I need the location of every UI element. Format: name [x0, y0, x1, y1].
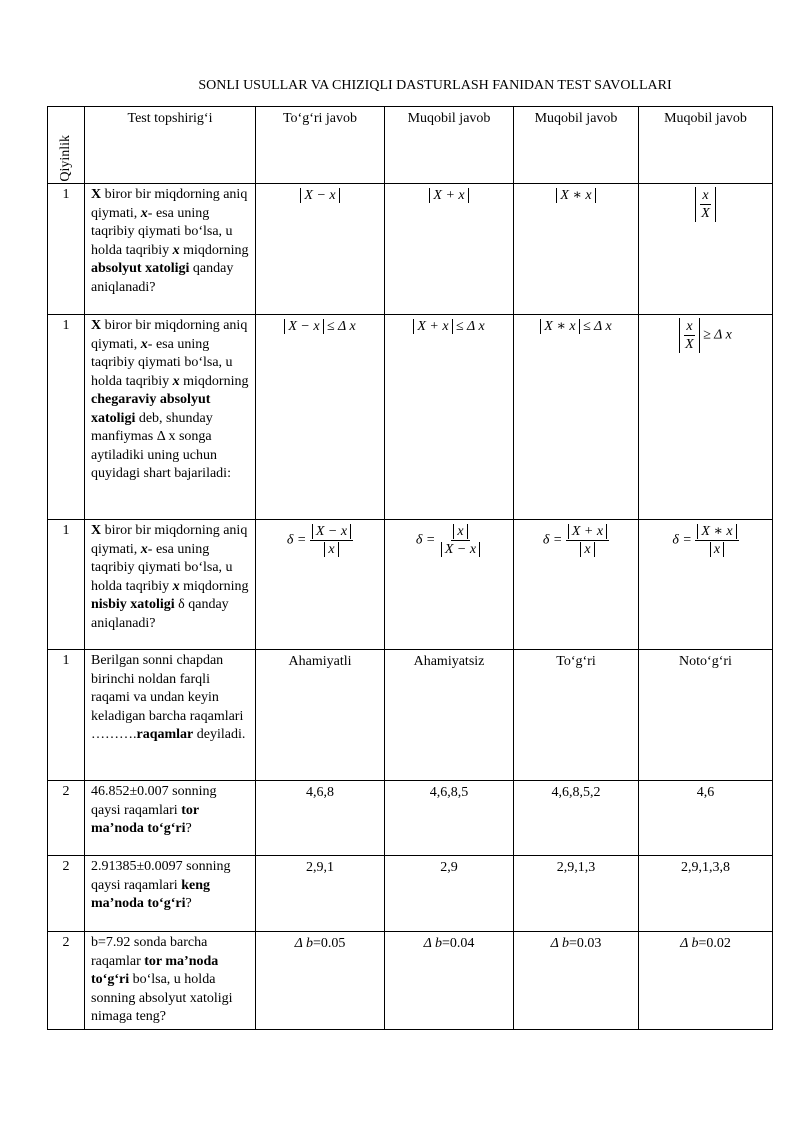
answer-alt-1: X + x [385, 184, 514, 315]
answer-correct: X − x [256, 184, 385, 315]
answer-correct: δ = $\frac{X - x}{x}$ [256, 520, 385, 650]
question-cell: 2.91385±0.0097 sonning qaysi raqamlari keng ma’noda to‘g‘ri? [85, 856, 256, 932]
answer-alt-3: $\frac{x}{X}$ ≥ Δ x [639, 315, 773, 520]
question-cell: X biror bir miqdorning aniq qiymati, x- esa uning taqribiy qiymati bo‘lsa, u holda taqribiy x miqdorning chegaraviy absolyut xatoligi deb, shunday manfiymas Δ x songa aytiladiki uning uchun quyidagi shart bajariladi: [85, 315, 256, 520]
answer-alt-2: 4,6,8,5,2 [514, 781, 639, 856]
answer-alt-2: δ = $\frac{X + x}{x}$ [514, 520, 639, 650]
difficulty-cell: 2 [48, 781, 85, 856]
table-row [48, 520, 773, 650]
header-correct: To‘g‘ri javob [256, 107, 385, 184]
difficulty-cell: 1 [48, 315, 85, 520]
answer-alt-3: δ = $\frac{X ∗ x}{x}$ [639, 520, 773, 650]
answer-alt-2: X ∗ x [514, 184, 639, 315]
answer-alt-1: 4,6,8,5 [385, 781, 514, 856]
difficulty-cell: 1 [48, 184, 85, 315]
difficulty-cell: 2 [48, 856, 85, 932]
question-cell: X biror bir miqdorning aniq qiymati, x- esa uning taqribiy qiymati bo‘lsa, u holda taqribiy x miqdorning absolyut xatoligi qanday aniqlanadi? [85, 184, 256, 315]
header-alt-3: Muqobil javob [639, 107, 773, 184]
header-task: Test topshirig‘i [85, 107, 256, 184]
table-row [48, 315, 773, 520]
answer-correct: X − x ≤ Δ x [256, 315, 385, 520]
table-row [48, 856, 773, 932]
answer-correct: 2,9,1 [256, 856, 385, 932]
table-header-row [48, 107, 773, 184]
answer-alt-1: X + x ≤ Δ x [385, 315, 514, 520]
table-row [48, 781, 773, 856]
answer-alt-1: Ahamiyatsiz [385, 650, 514, 781]
table-row [48, 932, 773, 1030]
difficulty-cell: 1 [48, 650, 85, 781]
test-table [47, 106, 773, 1030]
answer-alt-1: Δ b=0.04 [385, 932, 514, 1030]
answer-correct: Ahamiyatli [256, 650, 385, 781]
table-row [48, 184, 773, 315]
page-title: SONLI USULLAR VA CHIZIQLI DASTURLASH FANIDAN TEST SAVOLLARI [198, 78, 672, 93]
question-cell: X biror bir miqdorning aniq qiymati, x- esa uning taqribiy qiymati bo‘lsa, u holda taqribiy x miqdorning nisbiy xatoligi δ qanday aniqlanadi? [85, 520, 256, 650]
table-row [48, 650, 773, 781]
answer-alt-3: Noto‘g‘ri [639, 650, 773, 781]
answer-alt-2: Δ b=0.03 [514, 932, 639, 1030]
answer-alt-1: δ = $\frac{x}{X - x}$ [385, 520, 514, 650]
answer-alt-1: 2,9 [385, 856, 514, 932]
answer-correct: Δ b=0.05 [256, 932, 385, 1030]
header-alt-2: Muqobil javob [514, 107, 639, 184]
answer-alt-3: 2,9,1,3,8 [639, 856, 773, 932]
question-cell: 46.852±0.007 sonning qaysi raqamlari tor ma’noda to‘g‘ri? [85, 781, 256, 856]
answer-alt-3: 4,6 [639, 781, 773, 856]
answer-alt-3: $\frac{x}{X}$ [639, 184, 773, 315]
answer-alt-2: X ∗ x ≤ Δ x [514, 315, 639, 520]
question-cell: Berilgan sonni chapdan birinchi noldan farqli raqami va undan keyin keladigan barcha raqamlari ……….raqamlar deyiladi. [85, 650, 256, 781]
difficulty-cell: 1 [48, 520, 85, 650]
answer-correct: 4,6,8 [256, 781, 385, 856]
answer-alt-3: Δ b=0.02 [639, 932, 773, 1030]
answer-alt-2: 2,9,1,3 [514, 856, 639, 932]
difficulty-cell: 2 [48, 932, 85, 1030]
header-difficulty: Qiyinlik [48, 107, 85, 184]
header-alt-1: Muqobil javob [385, 107, 514, 184]
question-cell: b=7.92 sonda barcha raqamlar tor ma’noda to‘g‘ri bo‘lsa, u holda sonning absolyut xatoligi nimaga teng? [85, 932, 256, 1030]
answer-alt-2: To‘g‘ri [514, 650, 639, 781]
